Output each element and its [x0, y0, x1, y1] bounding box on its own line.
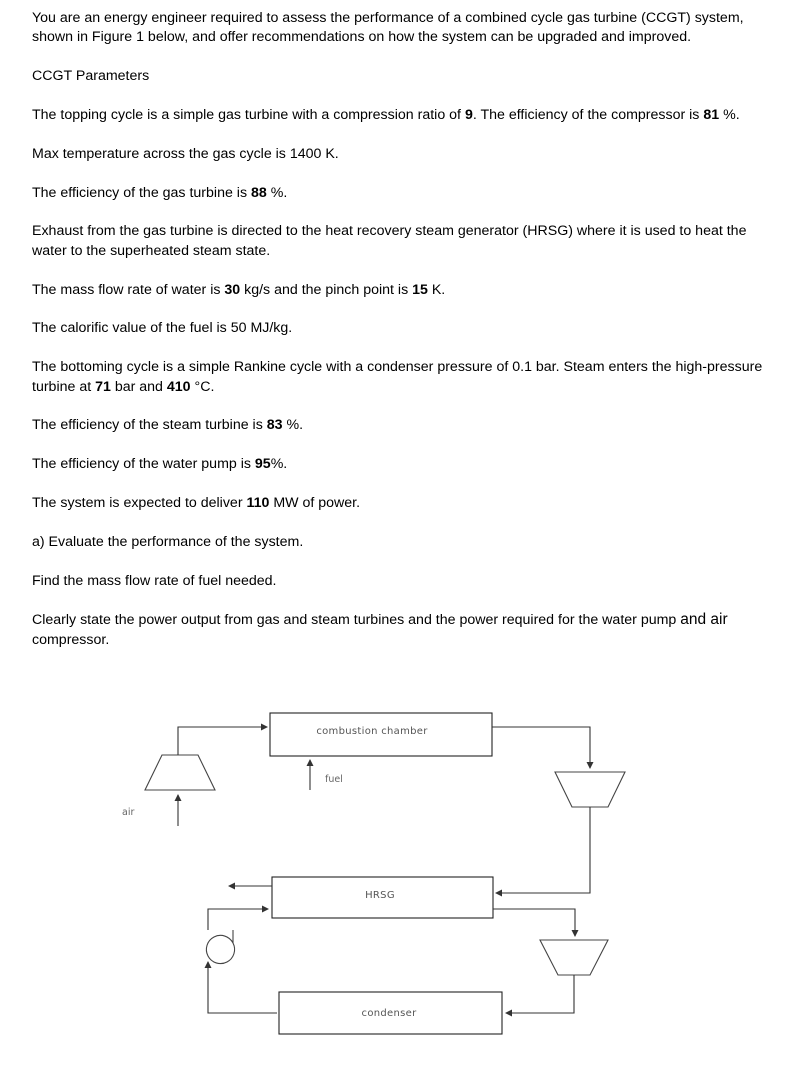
problem-text	[32, 9, 772, 670]
steam-turbine-efficiency-line: The efficiency of the steam turbine is 83 %.	[32, 417, 304, 434]
question-a: a) Evaluate the performance of the system.	[32, 533, 304, 550]
gas-turbine-efficiency-line: The efficiency of the gas turbine is 88 %.	[32, 184, 288, 201]
condenser-to-pump-line	[208, 962, 277, 1013]
fuel-label: fuel	[325, 774, 343, 785]
condenser-label: condenser	[361, 1008, 417, 1019]
pump-to-hrsg-line	[208, 909, 268, 930]
power-line: The system is expected to deliver 110 MW of power.	[32, 494, 361, 511]
max-temperature-line: Max temperature across the gas cycle is 1400 K.	[32, 145, 339, 162]
combustor-to-gas-turbine-line	[492, 727, 590, 768]
hrsg-label: HRSG	[365, 890, 395, 901]
water-pump-shape	[206, 930, 234, 964]
air-label: air	[122, 807, 135, 818]
ccgt-diagram	[0, 690, 804, 1060]
water-pump-efficiency-line: The efficiency of the water pump is 95%.	[32, 456, 288, 473]
gas-turbine-shape	[555, 772, 625, 807]
hrsg-to-steam-turbine-line	[493, 909, 575, 936]
compressor-to-combustor-line	[178, 727, 267, 755]
topping-cycle-line: The topping cycle is a simple gas turbine with a compression ratio of 9. The efficiency of the compressor is 81 %.	[32, 107, 740, 123]
parameters-heading: CCGT Parameters	[32, 68, 150, 85]
exhaust-line: Exhaust from the gas turbine is directed to the heat recovery steam generator (HRSG) where it is used to heat the water to the superheated steam state.	[32, 223, 747, 259]
steam-turbine-to-condenser-line	[506, 975, 574, 1013]
calorific-value-line: The calorific value of the fuel is 50 MJ/kg.	[32, 320, 293, 337]
steam-turbine-shape	[540, 940, 608, 975]
combustion-chamber-label: combustion chamber	[316, 726, 428, 737]
compressor-shape	[145, 755, 215, 790]
intro-paragraph: You are an energy engineer required to assess the performance of a combined cycle gas turbine (CCGT) system, shown in Figure 1 below, and offer recommendations on how the system can be upgraded and improved.	[32, 10, 744, 46]
state-power-line: Clearly state the power output from gas and steam turbines and the power required for the water pump and air compressor.	[32, 611, 728, 648]
mass-flow-line: The mass flow rate of water is 30 kg/s and the pinch point is 15 K.	[32, 281, 446, 298]
bottoming-cycle-line: The bottoming cycle is a simple Rankine cycle with a condenser pressure of 0.1 bar. Steam enters the high-pressure turbine at 71 bar and 410 °C.	[32, 359, 763, 395]
find-fuel-line: Find the mass flow rate of fuel needed.	[32, 572, 277, 589]
gas-turbine-to-hrsg-line	[496, 807, 590, 893]
